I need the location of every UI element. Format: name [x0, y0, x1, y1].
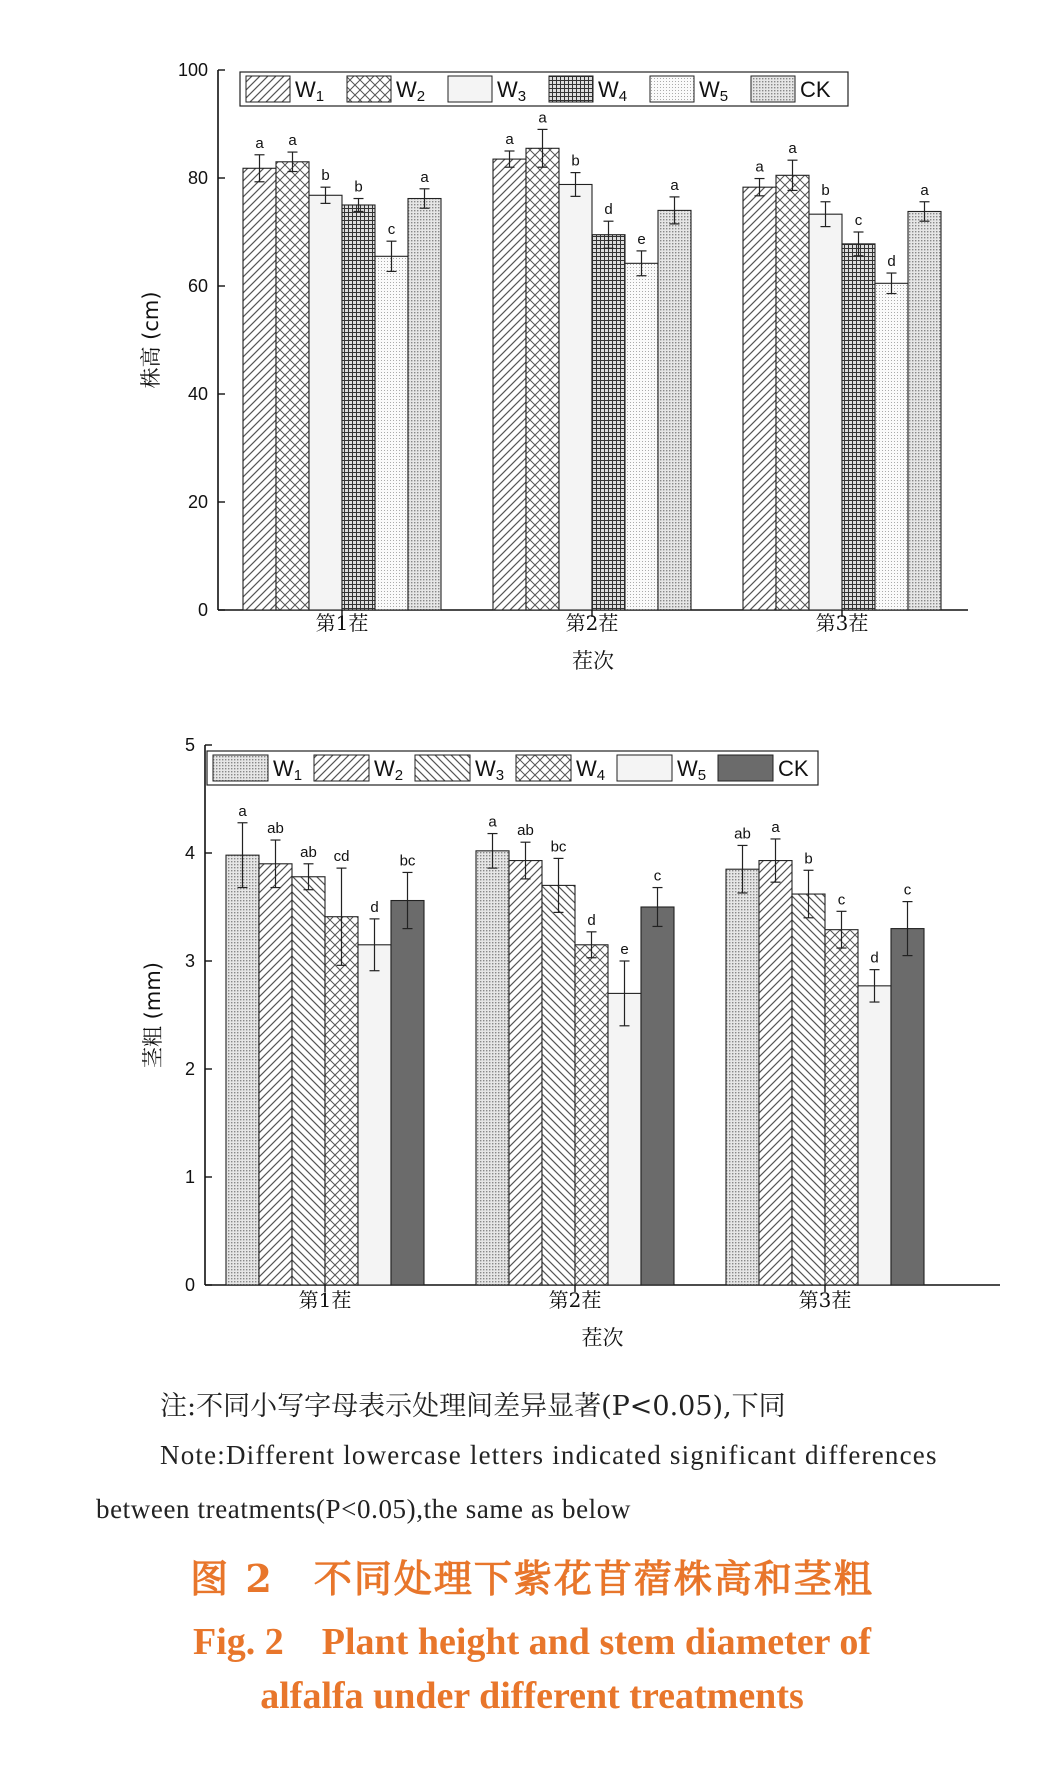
bar-w5 — [875, 283, 908, 610]
bar-w1 — [476, 851, 509, 1285]
note-chinese: 注:不同小写字母表示处理间差异显著(P<0.05),下同 — [160, 1391, 786, 1422]
bar-w1 — [726, 869, 759, 1285]
significance-letter: bc — [399, 852, 416, 870]
bar-ck — [891, 929, 924, 1285]
significance-letter: b — [321, 167, 330, 185]
figure-caption-english-line2: alfalfa under different treatments — [260, 1675, 804, 1717]
bar-ck — [908, 211, 941, 610]
legend-label: W5 — [699, 77, 729, 105]
significance-letter: a — [920, 181, 929, 199]
bar-w4 — [325, 917, 358, 1285]
bar-w3 — [559, 184, 592, 610]
x-tick-label: 第3茬 — [815, 611, 869, 635]
legend-swatch — [650, 76, 694, 102]
legend-swatch — [415, 755, 470, 781]
x-tick-label: 第2茬 — [565, 611, 619, 635]
bar-w2 — [759, 861, 792, 1285]
y-tick-label: 5 — [184, 735, 195, 755]
legend-label: CK — [800, 77, 831, 102]
significance-letter: a — [255, 134, 264, 152]
bar-w4 — [342, 205, 375, 610]
y-tick-label: 4 — [184, 843, 195, 863]
legend-swatch — [314, 755, 369, 781]
bar-w1 — [493, 159, 526, 610]
note-english-line2: between treatments(P<0.05),the same as below — [96, 1494, 631, 1524]
x-axis-label: 茬次 — [572, 649, 614, 673]
bar-w4 — [575, 945, 608, 1285]
significance-letter: b — [571, 152, 580, 170]
significance-letter: c — [837, 891, 846, 909]
legend-swatch — [448, 76, 492, 102]
y-tick-label: 2 — [184, 1059, 195, 1079]
bar-w1 — [743, 187, 776, 610]
bar-w2 — [526, 148, 559, 610]
significance-letter: a — [238, 802, 247, 820]
y-tick-label: 60 — [187, 276, 208, 296]
significance-letter: c — [854, 212, 863, 229]
y-tick-label: 0 — [197, 600, 208, 620]
legend-label: W4 — [598, 77, 628, 105]
y-tick-label: 80 — [187, 168, 208, 188]
bar-ck — [408, 199, 441, 610]
bar-w1 — [243, 168, 276, 610]
y-tick-label: 40 — [187, 384, 208, 404]
note-english-line1: Note:Different lowercase letters indicated significant differences — [160, 1440, 938, 1470]
bar-w3 — [542, 885, 575, 1285]
y-tick-label: 0 — [184, 1275, 195, 1295]
significance-letter: b — [354, 178, 363, 196]
bar-ck — [658, 210, 691, 610]
figure-caption-english-line1: Fig. 2 Plant height and stem diameter of — [193, 1621, 871, 1663]
significance-letter: a — [420, 168, 429, 186]
bar-w5 — [358, 945, 391, 1285]
legend-label: W1 — [273, 756, 303, 784]
x-tick-label: 第1茬 — [298, 1288, 352, 1312]
significance-letter: a — [755, 158, 764, 176]
bar-w5 — [375, 256, 408, 610]
x-tick-label: 第3茬 — [798, 1288, 852, 1312]
legend-label: W2 — [374, 756, 404, 784]
bar-w5 — [625, 263, 658, 610]
legend-swatch — [347, 76, 391, 102]
bar-w1 — [226, 855, 259, 1285]
legend-label: W2 — [396, 77, 426, 105]
y-tick-label: 100 — [177, 60, 208, 80]
significance-letter: c — [653, 867, 662, 885]
legend-swatch — [516, 755, 571, 781]
significance-letter: ab — [734, 825, 751, 843]
x-tick-label: 第1茬 — [315, 611, 369, 635]
legend-swatch — [718, 755, 773, 781]
bar-w3 — [809, 214, 842, 610]
significance-letter: d — [887, 253, 896, 271]
legend-label: W4 — [576, 756, 606, 784]
significance-letter: c — [387, 221, 396, 239]
significance-letter: a — [788, 140, 797, 158]
bar-w2 — [509, 861, 542, 1285]
y-tick-label: 20 — [187, 492, 208, 512]
bar-ck — [641, 907, 674, 1285]
significance-letter: a — [670, 176, 679, 194]
legend-swatch — [549, 76, 593, 102]
bar-w2 — [776, 175, 809, 610]
significance-letter: d — [587, 911, 596, 929]
significance-letter: bc — [550, 838, 567, 856]
significance-letter: d — [604, 201, 613, 219]
significance-letter: d — [870, 949, 879, 967]
bar-w4 — [842, 244, 875, 610]
bar-w3 — [292, 877, 325, 1285]
significance-letter: e — [637, 230, 646, 248]
bar-w2 — [276, 162, 309, 610]
bar-w5 — [608, 993, 641, 1285]
significance-letter: a — [488, 813, 497, 831]
legend-swatch — [617, 755, 672, 781]
significance-letter: ab — [267, 820, 284, 838]
x-tick-label: 第2茬 — [548, 1288, 602, 1312]
bar-w4 — [825, 930, 858, 1285]
bar-w4 — [592, 235, 625, 610]
bar-ck — [391, 901, 424, 1285]
y-tick-label: 1 — [184, 1167, 195, 1187]
significance-letter: c — [903, 881, 912, 899]
significance-letter: a — [538, 109, 547, 127]
bar-w3 — [792, 894, 825, 1285]
y-axis-label: 茎粗 (mm) — [141, 962, 165, 1068]
significance-letter: a — [288, 132, 297, 150]
stem-diameter-chart — [141, 735, 1000, 1350]
significance-letter: a — [505, 131, 514, 148]
legend-label: W3 — [497, 77, 527, 105]
significance-letter: ab — [517, 822, 534, 840]
y-axis-label: 株高 (cm) — [139, 291, 163, 389]
significance-letter: ab — [300, 843, 317, 861]
legend-swatch — [751, 76, 795, 102]
bar-w5 — [858, 986, 891, 1285]
legend-swatch — [246, 76, 290, 102]
y-tick-label: 3 — [184, 951, 195, 971]
legend-label: W3 — [475, 756, 505, 784]
legend-label: W1 — [295, 77, 325, 105]
significance-letter: a — [771, 818, 780, 836]
significance-letter: b — [804, 850, 813, 868]
legend-label: CK — [778, 756, 809, 781]
significance-letter: cd — [333, 848, 350, 866]
significance-letter: b — [821, 181, 830, 199]
bar-w3 — [309, 195, 342, 610]
bar-w2 — [259, 864, 292, 1285]
significance-letter: d — [370, 898, 379, 916]
x-axis-label: 茬次 — [581, 1326, 624, 1350]
legend-swatch — [213, 755, 268, 781]
figure-caption-chinese: 图 2 不同处理下紫花苜蓿株高和茎粗 — [190, 1556, 874, 1601]
plant-height-chart — [139, 60, 968, 673]
legend-label: W5 — [677, 756, 707, 784]
significance-letter: e — [620, 941, 629, 958]
